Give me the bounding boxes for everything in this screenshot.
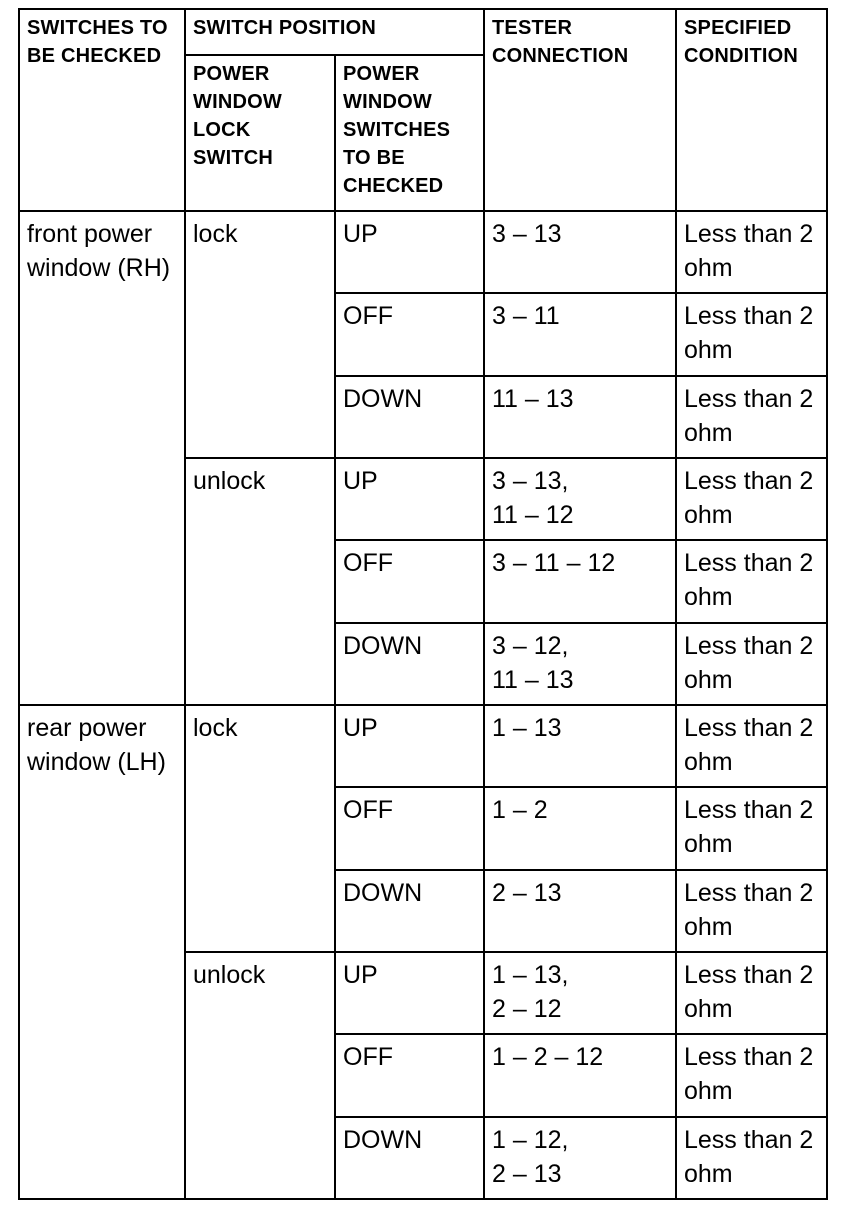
specified-condition-cell: Less than 2 ohm [676,870,827,952]
lock-switch-cell: lock [185,705,335,952]
window-switch-cell: DOWN [335,376,484,458]
tester-connection-cell: 1 – 2 [484,787,676,869]
specified-condition-cell: Less than 2 ohm [676,787,827,869]
window-switch-cell: UP [335,705,484,787]
switch-check-table [18,8,828,1200]
tester-connection-cell: 1 – 13, 2 – 12 [484,952,676,1034]
specified-condition-cell: Less than 2 ohm [676,705,827,787]
lock-switch-cell: unlock [185,952,335,1199]
window-switch-cell: UP [335,211,484,293]
table-body [19,211,827,1199]
switch-name-cell: rear power window (LH) [19,705,185,1199]
window-switch-cell: UP [335,952,484,1034]
tester-connection-cell: 1 – 2 – 12 [484,1034,676,1116]
specified-condition-cell: Less than 2 ohm [676,540,827,622]
window-switch-cell: DOWN [335,623,484,705]
window-switch-cell: OFF [335,1034,484,1116]
table-row [19,211,827,293]
tester-connection-cell: 3 – 11 [484,293,676,375]
specified-condition-cell: Less than 2 ohm [676,376,827,458]
specified-condition-cell: Less than 2 ohm [676,293,827,375]
tester-connection-cell: 1 – 12, 2 – 13 [484,1117,676,1199]
header-switch-position: SWITCH POSITION [185,9,484,55]
header-row-top [19,9,827,55]
table-row [19,705,827,787]
specified-condition-cell: Less than 2 ohm [676,623,827,705]
tester-connection-cell: 3 – 13 [484,211,676,293]
window-switch-cell: DOWN [335,1117,484,1199]
switch-name-cell: front power window (RH) [19,211,185,705]
tester-connection-cell: 3 – 12, 11 – 13 [484,623,676,705]
tester-connection-cell: 11 – 13 [484,376,676,458]
window-switch-cell: UP [335,458,484,540]
header-specified-condition: SPECIFIED CONDITION [676,9,827,211]
specified-condition-cell: Less than 2 ohm [676,1117,827,1199]
window-switch-cell: DOWN [335,870,484,952]
lock-switch-cell: lock [185,211,335,458]
specified-condition-cell: Less than 2 ohm [676,1034,827,1116]
tester-connection-cell: 3 – 11 – 12 [484,540,676,622]
specified-condition-cell: Less than 2 ohm [676,211,827,293]
lock-switch-cell: unlock [185,458,335,705]
specified-condition-cell: Less than 2 ohm [676,458,827,540]
tester-connection-cell: 2 – 13 [484,870,676,952]
tester-connection-cell: 3 – 13, 11 – 12 [484,458,676,540]
header-window-switches: POWER WINDOW SWITCHES TO BE CHECKED [335,55,484,211]
specified-condition-cell: Less than 2 ohm [676,952,827,1034]
header-tester-connection: TESTER CONNECTION [484,9,676,211]
tester-connection-cell: 1 – 13 [484,705,676,787]
window-switch-cell: OFF [335,293,484,375]
window-switch-cell: OFF [335,540,484,622]
header-lock-switch: POWER WINDOW LOCK SWITCH [185,55,335,211]
header-switches-to-be-checked: SWITCHES TO BE CHECKED [19,9,185,211]
window-switch-cell: OFF [335,787,484,869]
table-header [19,9,827,211]
